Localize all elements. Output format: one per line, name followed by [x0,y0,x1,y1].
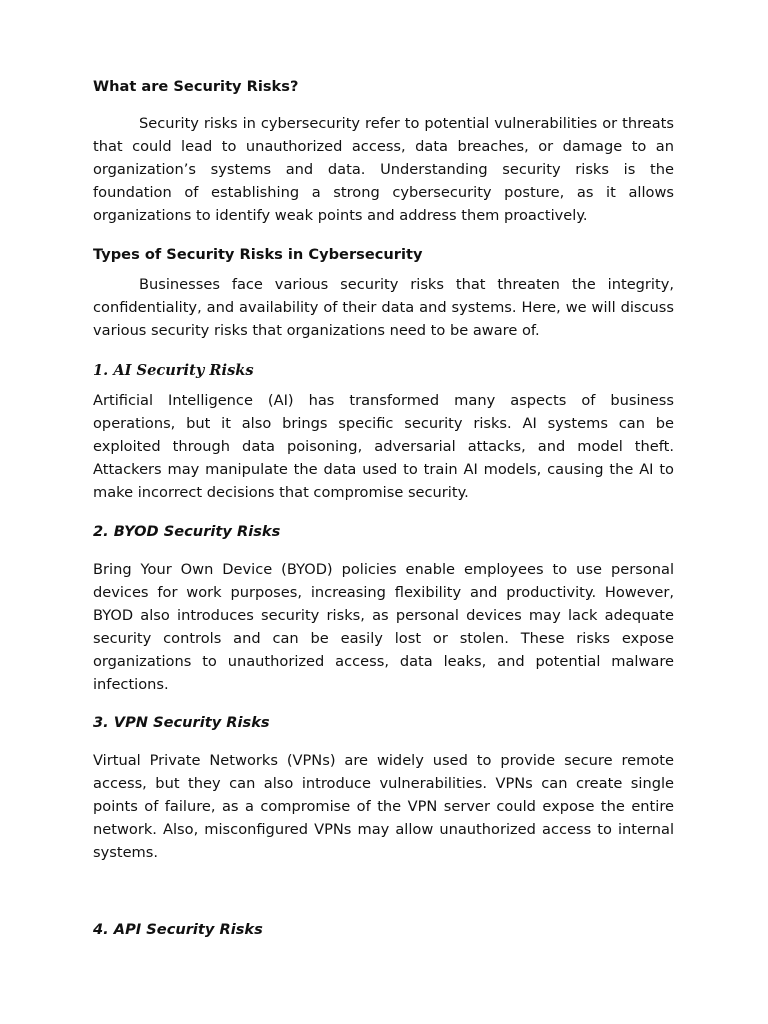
types-heading: Types of Security Risks in Cybersecurity [93,246,423,263]
page-title: What are Security Risks? [93,78,299,95]
types-intro-paragraph: Businesses face various security risks that threaten the integrity, confidentiality, and availability of their data and systems. Here, we will discuss various security risks that organizations need to be aware of. [93,276,674,339]
document-page [93,0,674,1024]
intro-paragraph: Security risks in cybersecurity refer to potential vulnerabilities or threats that could lead to unauthorized access, data breaches, or damage to an organization’s systems and data. Understanding security risks is the foundation of establishing a strong cybersecurity posture, as it allows organizations to identify weak points and address them proactively. [93,115,674,224]
section-body-ai: Artificial Intelligence (AI) has transformed many aspects of business operations, but it also brings specific security risks. AI systems can be exploited through data poisoning, adversarial attacks, and model theft. Attackers may manipulate the data used to train AI models, causing the AI to make incorrect decisions that compromise security. [93,392,674,501]
section-heading-vpn: 3. VPN Security Risks [93,714,270,731]
section-heading-ai: 1. AI Security Risks [93,362,254,379]
section-body-vpn: Virtual Private Networks (VPNs) are widely used to provide secure remote access, but they can also introduce vulnerabilities. VPNs can create single points of failure, as a compromise of the VPN server could expose the entire network. Also, misconfigured VPNs may allow unauthorized access to internal systems. [93,752,674,861]
section-heading-api: 4. API Security Risks [93,921,263,938]
section-heading-byod: 2. BYOD Security Risks [93,523,281,540]
section-body-byod: Bring Your Own Device (BYOD) policies enable employees to use personal devices for work purposes, increasing flexibility and productivity. However, BYOD also introduces security risks, as personal devices may lack adequate security controls and can be easily lost or stolen. These risks expose organizations to unauthorized access, data leaks, and potential malware infections. [93,561,674,693]
